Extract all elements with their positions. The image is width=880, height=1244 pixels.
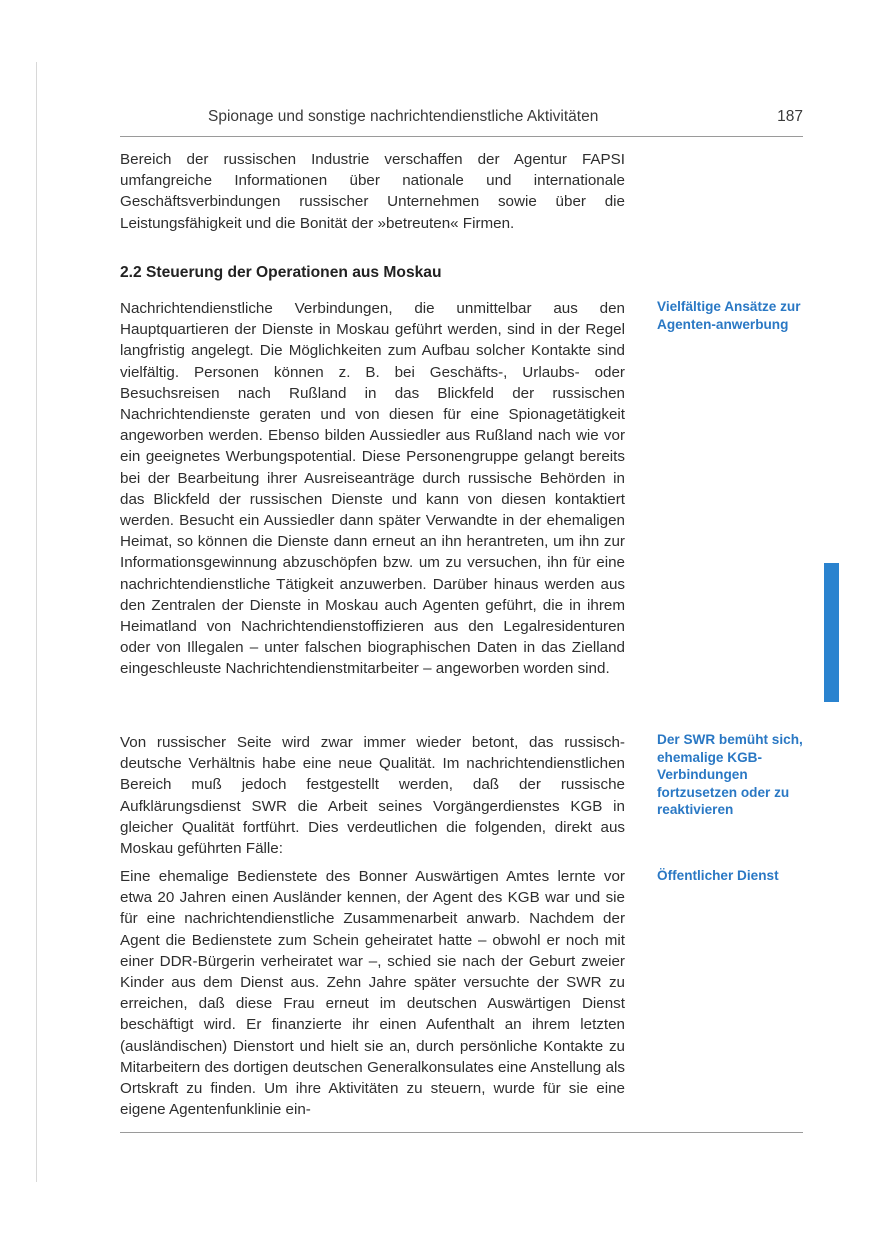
footer-rule: [120, 1132, 803, 1133]
page-number: 187: [777, 108, 803, 125]
section-heading: 2.2 Steuerung der Operationen aus Moskau: [120, 264, 442, 281]
paragraph-2: Nachrichtendienstliche Verbindungen, die unmittelbar aus den Hauptquartieren der Dienste in Moskau geführt werden, sind in der Regel langfristig angelegt. Die Möglichkeiten zum Aufbau solcher Kontakte sind vielfältig. Personen können z. B. bei Geschäfts-, Urlaubs- oder Besuchsreisen nach Rußland in das Blickfeld der russischen Nachrichtendienste geraten und von diesen für eine Spionagetätigkeit angeworben werden. Ebenso bilden Aussiedler aus Rußland nach wie vor ein geeignetes Werbungspotential. Diese Personengruppe gelangt bereits bei der Bearbeitung ihrer Ausreiseanträge durch russische Behörden in das Blickfeld der russischen Dienste und kann von diesen kontaktiert werden. Besucht ein Aussiedler dann später Verwandte in der ehemaligen Heimat, so können die Dienste dann erneut an ihn herantreten, um ihn zur Informationsgewinnung abzuschöpfen bzw. um zu versuchen, ihn für eine nachrichtendienstliche Tätigkeit anzuwerben. Darüber hinaus werden aus den Zentralen der Dienste in Moskau auch Agenten geführt, die in ihrem Heimatland von Nachrichtendienstoffizieren aus den Legalresidenturen oder von Illegalen – unter falschen biographischen Daten in das Zielland eingeschleuste Nachrichtendienstmitarbeiter – angeworben worden sind.: [120, 300, 625, 678]
header-rule: [120, 136, 803, 137]
margin-note-swr-kgb: Der SWR bemüht sich, ehemalige KGB-Verbindungen fortzusetzen oder zu reaktivieren: [657, 732, 803, 818]
paragraph-4: Eine ehemalige Bedienstete des Bonner Auswärtigen Amtes lernte vor etwa 20 Jahren einen Ausländer kennen, der Agent des KGB war und sie für eine nachrichtendienstliche Zusammenarbeit anwarb. Nachdem der Agent die Bedienstete zum Schein geheiratet hatte – obwohl er noch mit einer DDR-Bürgerin verheiratet war –, schied sie nach der Geburt zweier Kinder aus dem Dienst aus. Zehn Jahre später versuchte der SWR zu erreichen, daß diese Frau erneut im deutschen Auswärtigen Dienst beschäftigt wird. Er finanzierte ihr einen Aufenthalt an ihrem letzten (ausländischen) Dienstort und hielt sie an, durch persönliche Kontakte zu Mitarbeitern des dortigen deutschen Generalkonsulates eine Anstellung als Ortskraft zu finden. Um ihre Aktivitäten zu steuern, wurde für sie eine eigene Agentenfunklinie ein-: [120, 868, 625, 1119]
running-header: [120, 108, 803, 134]
page-edge-line: [36, 62, 37, 1182]
margin-note-public-service: Öffentlicher Dienst: [657, 868, 779, 883]
chapter-tab-marker: [824, 563, 839, 702]
margin-note-agent-recruitment: Vielfältige Ansätze zur Agenten-anwerbung: [657, 299, 801, 332]
paragraph-1: Bereich der russischen Industrie verschaffen der Agentur FAPSI umfangreiche Informationen über nationale und internationale Geschäftsverbindungen russischer Unternehmen sowie über die Leistungsfähigkeit und die Bonität der »betreuten« Firmen.: [120, 151, 625, 232]
running-title: Spionage und sonstige nachrichtendienstliche Aktivitäten: [208, 108, 599, 125]
paragraph-3: Von russischer Seite wird zwar immer wieder betont, das russisch-deutsche Verhältnis habe eine neue Qualität. Im nachrichtendienstlichen Bereich muß jedoch festgestellt werden, daß der russische Aufklärungsdienst SWR die Arbeit seines Vorgängerdienstes KGB in gleicher Qualität fortführt. Dies verdeutlichen die folgenden, direkt aus Moskau geführten Fälle:: [120, 734, 625, 858]
